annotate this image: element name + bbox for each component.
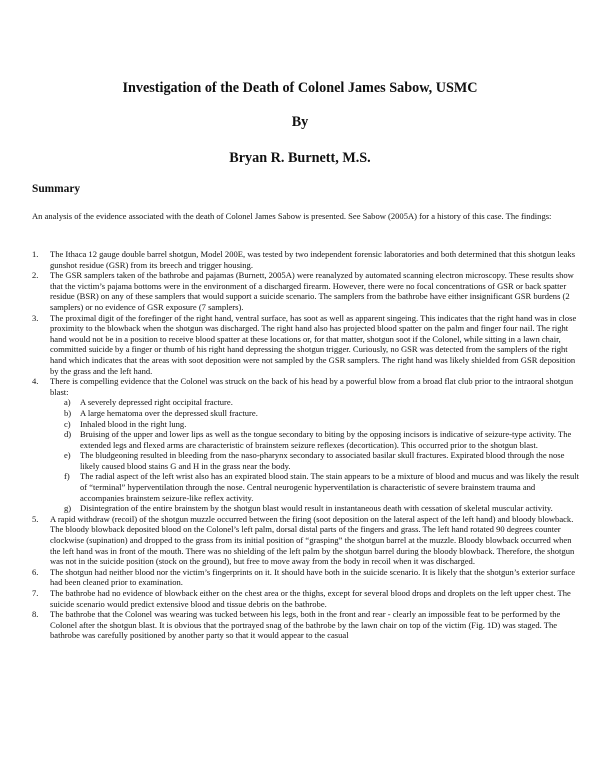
finding-item — [32, 270, 580, 312]
subitem-letter: c) — [64, 418, 71, 429]
finding-number: 7. — [32, 588, 39, 598]
document-title: Investigation of the Death of Colonel James Sabow, USMC — [122, 80, 478, 96]
subitem — [50, 450, 580, 471]
subitem-text: The radial aspect of the left wrist also has an expirated blood stain. The stain appears to be a mixture of blood and mucus and was likely the result of “terminal” hyperventilation through the nose. Central neurogenic hyperventilation is characteristic of severe brainstem trauma and accompanies brainstem seizure-like reflex activity. — [80, 471, 579, 503]
subitem — [50, 503, 580, 514]
finding-number: 3. — [32, 312, 39, 323]
subitem-text: Disintegration of the entire brainstem by the shotgun blast would result in instantaneous death with cessation of skeletal muscular activity. — [80, 503, 553, 514]
finding-text: The bathrobe that the Colonel was wearing was tucked between his legs, both in the front and rear - clearly an impossible feat to be performed by the Colonel after the shotgun blast. It is obvious that the portrayed snag of the bathrobe by the lawn chair on top of the victim (Fig. 1D) was staged. The bathrobe was carefully positioned by another party so that it would appear to the casual — [50, 609, 561, 641]
finding-number: 1. — [32, 249, 39, 259]
subitem — [50, 429, 580, 450]
finding-item — [32, 313, 580, 377]
finding-number: 6. — [32, 566, 39, 577]
finding-text: The bathrobe had no evidence of blowback either on the chest area or the thighs, except for several blood drops and droplets on the left upper chest. The suicide scenario would predict extensive blood and tissue debris on the bathrobe. — [50, 588, 571, 609]
finding-subitems — [50, 397, 580, 514]
finding-item — [32, 514, 580, 567]
subitem-letter: f) — [64, 471, 70, 482]
finding-item — [32, 609, 580, 641]
subitem — [50, 419, 580, 430]
subitem-text: A large hematoma over the depressed skull fracture. — [80, 407, 258, 418]
subitem-letter: a) — [64, 397, 71, 408]
intro-paragraph: An analysis of the evidence associated with the death of Colonel James Sabow is presented. See Sabow (2005A) for a history of this case. The findings: — [32, 211, 552, 221]
subitem-letter: d) — [64, 429, 72, 440]
finding-number: 5. — [32, 513, 39, 524]
subitem-text: A severely depressed right occipital fracture. — [80, 397, 233, 408]
subitem — [50, 397, 580, 408]
subitem — [50, 471, 580, 503]
findings-list — [32, 249, 580, 641]
finding-item — [32, 567, 580, 588]
finding-text: A rapid withdraw (recoil) of the shotgun muzzle occurred between the firing (soot deposition on the lateral aspect of the left hand) and bloody blowback. The bloody blowback deposited blood on the Colonel’s left palm, dorsal distal parts of the fingers and grass. The left hand rotated 90 degrees counter clockwise (supination) and dropped to the grass from its initial position of “grasping” the shotgun barrel at the muzzle. Bloody blowback occurred when the left hand was in front of the mouth. There was no shielding of the left palm by the shotgun barrel during the bloody blowback. Therefore, the shotgun was not in the suicide position (stock on the ground), but free to move away from the body in recoil when it was discharged. — [50, 513, 575, 567]
finding-number: 2. — [32, 270, 39, 281]
finding-text: There is compelling evidence that the Colonel was struck on the back of his head by a powerful blow from a broad flat club prior to the intraoral shotgun blast: — [50, 376, 574, 397]
subitem-text: Bruising of the upper and lower lips as well as the tongue secondary to biting by the opposing incisors is indicative of seizure-type activity. The extended legs and flexed arms are characteristic of brainstem seizure reflexes (decortication). This occurred prior to the shotgun blast. — [80, 429, 572, 450]
byline-by: By — [291, 114, 309, 130]
finding-number: 4. — [32, 376, 39, 387]
summary-heading: Summary — [32, 183, 81, 195]
finding-item — [32, 376, 580, 514]
finding-text: The Ithaca 12 gauge double barrel shotgun, Model 200E, was tested by two independent forensic laboratories and both determined that this shotgun leaks gunshot residue (GSR) from its breech and trigger housing. — [50, 249, 576, 270]
subitem-text: The bludgeoning resulted in bleeding from the naso-pharynx secondary to associated basilar skull fractures. Expirated blood through the nose likely caused blood stains G and H in the grass near the body. — [80, 450, 565, 471]
finding-text: The proximal digit of the forefinger of the right hand, ventral surface, has soot as well as apparent singeing. This indicates that the right hand was in close proximity to the blowback when the shotgun was discharged. The right hand also has projected blood spatter on the palm and finger four nail. The right hand would not be in a position to receive blood spatter at these locations or, for that matter, shotgun soot if the Colonel, while sitting in a lawn chair, committed suicide by a finger or thumb of his right hand depressing the shotgun trigger. Curiously, no GSR was detected from the samplers of the right hand which indicates that the areas with soot deposition were not sampled by the GSR samplers. The right hand was likely shielded from GSR deposition by the grass and the left hand. — [50, 312, 577, 376]
finding-item — [32, 249, 580, 270]
subitem-letter: g) — [64, 503, 72, 514]
subitem — [50, 408, 580, 419]
finding-text: The shotgun had neither blood nor the victim’s fingerprints on it. It should have both in the suicide scenario. It is likely that the shotgun’s exterior surface had been cleaned prior to examination. — [50, 566, 576, 588]
subitem-text: Inhaled blood in the right lung. — [80, 418, 187, 429]
finding-item — [32, 588, 580, 609]
finding-text: The GSR samplers taken of the bathrobe and pajamas (Burnett, 2005A) were reanalyzed by automated scanning electron microscopy. These results show that the victim’s pajama bottoms were in the environment of a discharged firearm. However, there were no focal concentrations of GSR or back spatter residue (BSR) on any of these samplers that would support a suicide scenario. The samplers from the bathrobe have either insignificant GSR burdens (2 samplers) or no evidence of GSR exposure (7 samplers). — [50, 270, 574, 312]
subitem-letter: b) — [64, 407, 72, 418]
subitem-letter: e) — [64, 450, 71, 461]
author-name: Bryan R. Burnett, M.S. — [229, 150, 371, 166]
finding-number: 8. — [32, 609, 39, 620]
